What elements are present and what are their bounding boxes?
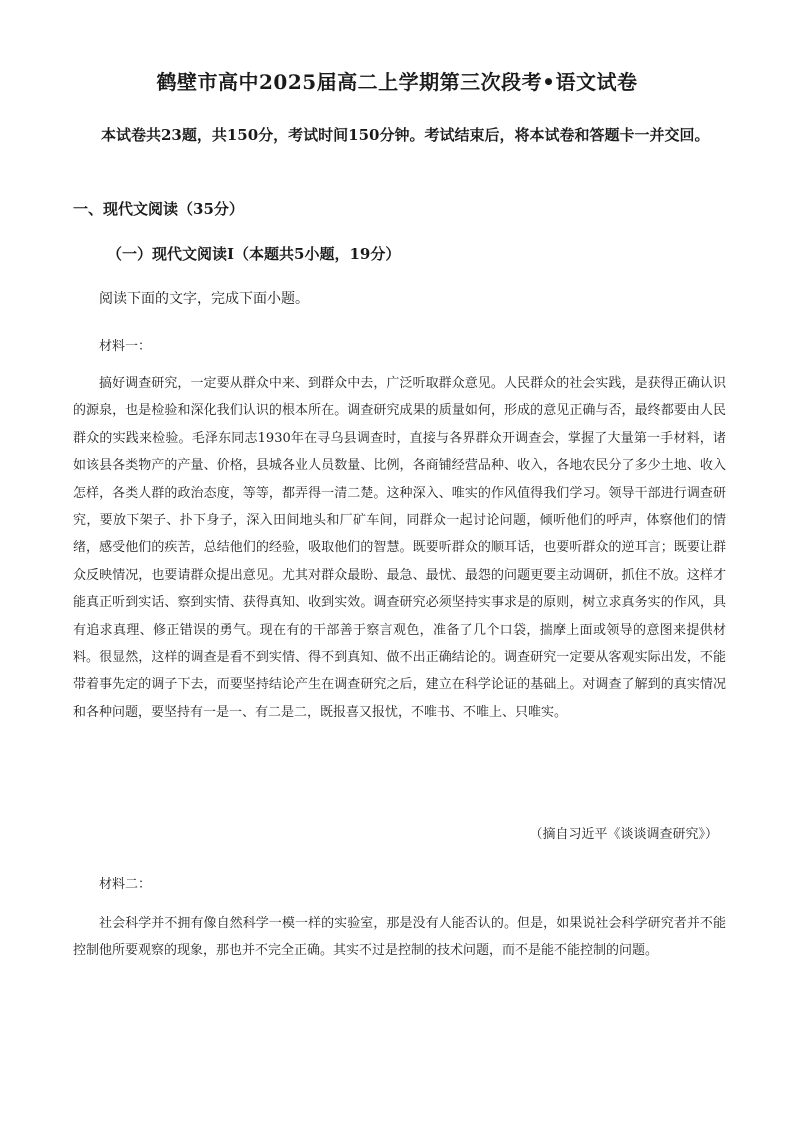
material-1-source: （摘自习近平《谈谈调查研究》） <box>529 827 718 842</box>
material-1-label: 材料一： <box>99 339 152 354</box>
page-title: 鹤壁市高中2025届高二上学期第三次段考•语文试卷 <box>156 70 638 94</box>
exam-instructions: 本试卷共23题，共150分，考试时间150分钟。考试结束后，将本试卷和答题卡一并交回。 <box>101 126 710 144</box>
material-1-text: 搞好调查研究，一定要从群众中来、到群众中去，广泛听取群众意见。人民群众的社会实践，是获得正确认识的源泉，也是检验和深化我们认识的根本所在。调查研究成果的质量如何，形成的意见正确与否，最终都要由人民群众的实践来检验。毛泽东同志1930年在寻乌县调查时，直接与各界群众开调查会，掌握了大量第一手材料，诸如该县各类物产的产量、价格，县城各业人员数量、比例，各商铺经营品种、收入，各地农民分了多少土地、收入怎样，各类人群的政治态度，等等，都弄得一清二楚。这种深入、唯实的作风值得我们学习。领导干部进行调查研究，要放下架子、扑下身子，深入田间地头和厂矿车间，同群众一起讨论问题，倾听他们的呼声，体察他们的情绪，感受他们的疾苦，总结他们的经验，吸取他们的智慧。既要听群众的顺耳话，也要听群众的逆耳言；既要让群众反映情况，也要请群众提出意见。尤其对群众最盼、最急、最忧、最怨的问题更要主动调研，抓住不放。这样才能真正听到实话、察到实情、获得真知、收到实效。调查研究必须坚持实事求是的原则，树立求真务实的作风，具有追求真理、修正错误的勇气。现在有的干部善于察言观色，准备了几个口袋，揣摩上面或领导的意图来提供材料。很显然，这样的调查是看不到实情、得不到真知、做不出正确结论的。调查研究一定要从客观实际出发，不能带着事先定的调子下去，而要坚持结论产生在调查研究之后，建立在科学论证的基础上。对调查了解到的真实情况和各种问题，要坚持有一是一、有二是二，既报喜又报忧，不唯书、不唯上、只唯实。 <box>73 376 726 720</box>
section-heading: 一、现代文阅读（35分） <box>73 200 244 218</box>
material-2-label: 材料二： <box>99 877 152 892</box>
reading-instruction: 阅读下面的文字，完成下面小题。 <box>99 291 309 307</box>
subsection-heading: （一）现代文阅读Ⅰ（本题共5小题，19分） <box>107 245 401 263</box>
material-2-text: 社会科学并不拥有像自然科学一模一样的实验室，那是没有人能否认的。但是，如果说社会科学研究者并不能控制他所要观察的现象，那也并不完全正确。其实不过是控制的技术问题，而不是能不能控制的问题。 <box>73 916 726 959</box>
